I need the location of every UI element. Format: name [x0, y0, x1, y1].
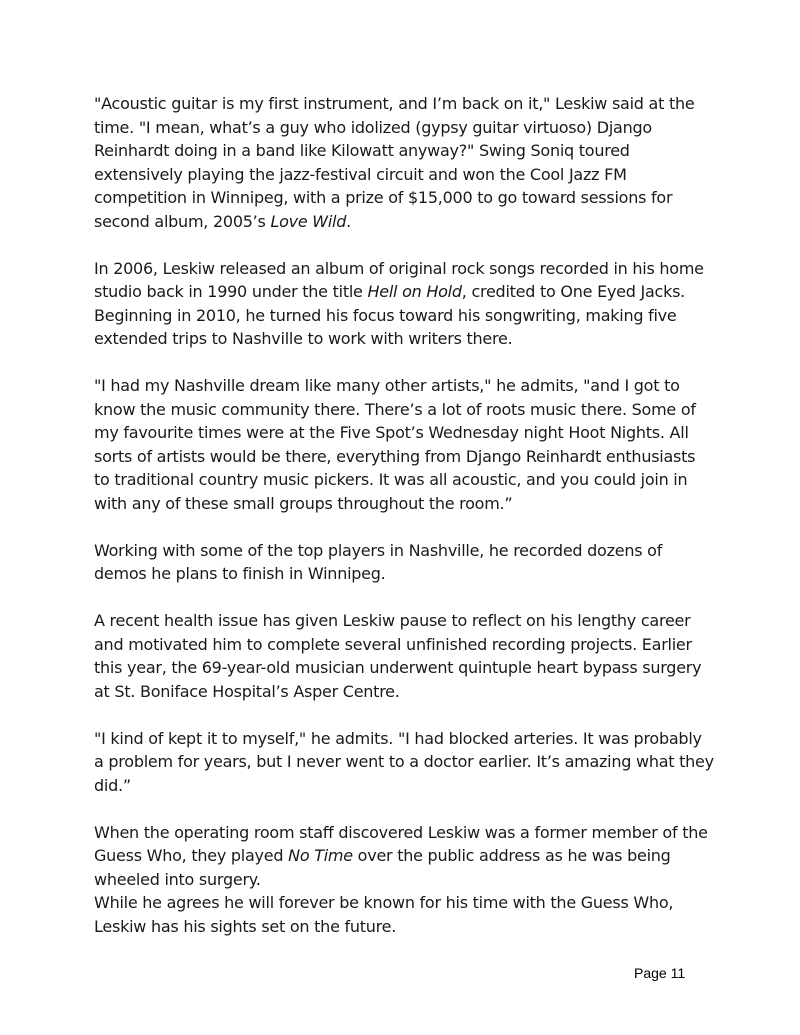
paragraph-1	[94, 92, 714, 233]
text-segment: "I kind of kept it to myself," he admits. "I had blocked arteries. It was probably a problem for years, but I never went to a doctor earlier. It’s amazing what they did.”	[94, 728, 714, 795]
italic-title: Love Wild	[270, 211, 347, 231]
text-segment: In 2006, Leskiw released an album of original rock songs recorded in his home studio back in 1990 under the title	[94, 258, 704, 301]
paragraph-8	[94, 891, 714, 938]
text-segment: A recent health issue has given Leskiw pause to reflect on his lengthy career and motivated him to complete several unfinished recording projects. Earlier this year, the 69-year-old musician underwent quintuple heart bypass surgery at St. Boniface Hospital’s Asper Centre.	[94, 611, 702, 701]
paragraph-6	[94, 727, 714, 798]
text-segment: "I had my Nashville dream like many other artists," he admits, "and I got to know the music community there. There’s a lot of roots music there. Some of my favourite times were at the Five Spot’s Wednesday night Hoot Nights. All sorts of artists would be there, everything from Django Reinhardt enthusiasts to traditional country music pickers. It was all acoustic, and you could join in with any of these small groups throughout the room.”	[94, 376, 696, 513]
text-segment: While he agrees he will forever be known for his time with the Guess Who, Leskiw has his sights set on the future.	[94, 893, 674, 936]
text-segment: , credited to One Eyed Jacks. Beginning in 2010, he turned his focus toward his songwriting, making five extended trips to Nashville to work with writers there.	[94, 282, 685, 348]
text-segment: When the operating room staff discovered Leskiw was a former member of the Guess Who, they played	[94, 822, 708, 865]
text-segment: over the public address as he was being wheeled into surgery.	[94, 846, 671, 889]
paragraph-7	[94, 821, 714, 892]
text-segment: Working with some of the top players in Nashville, he recorded dozens of demos he plans to finish in Winnipeg.	[94, 540, 663, 583]
text-segment: "Acoustic guitar is my first instrument, and I’m back on it," Leskiw said at the time. "I mean, what’s a guy who idolized (gypsy guitar virtuoso) Django Reinhardt doing in a band like Kilowatt anyway?" Swing Soniq toured extensively playing the jazz-festival circuit and won the Cool Jazz FM competition in Winnipeg, with a prize of $15,000 to go toward sessions for second album, 2005’s	[94, 94, 695, 231]
paragraph-4	[94, 539, 714, 586]
text-segment: .	[346, 211, 351, 231]
paragraph-5	[94, 609, 714, 703]
document-body	[94, 92, 714, 962]
paragraph-2	[94, 257, 714, 351]
page-number: Page 11	[634, 965, 686, 981]
paragraph-3	[94, 374, 714, 515]
italic-title: Hell on Hold	[367, 282, 462, 301]
italic-title: No Time	[288, 846, 353, 865]
